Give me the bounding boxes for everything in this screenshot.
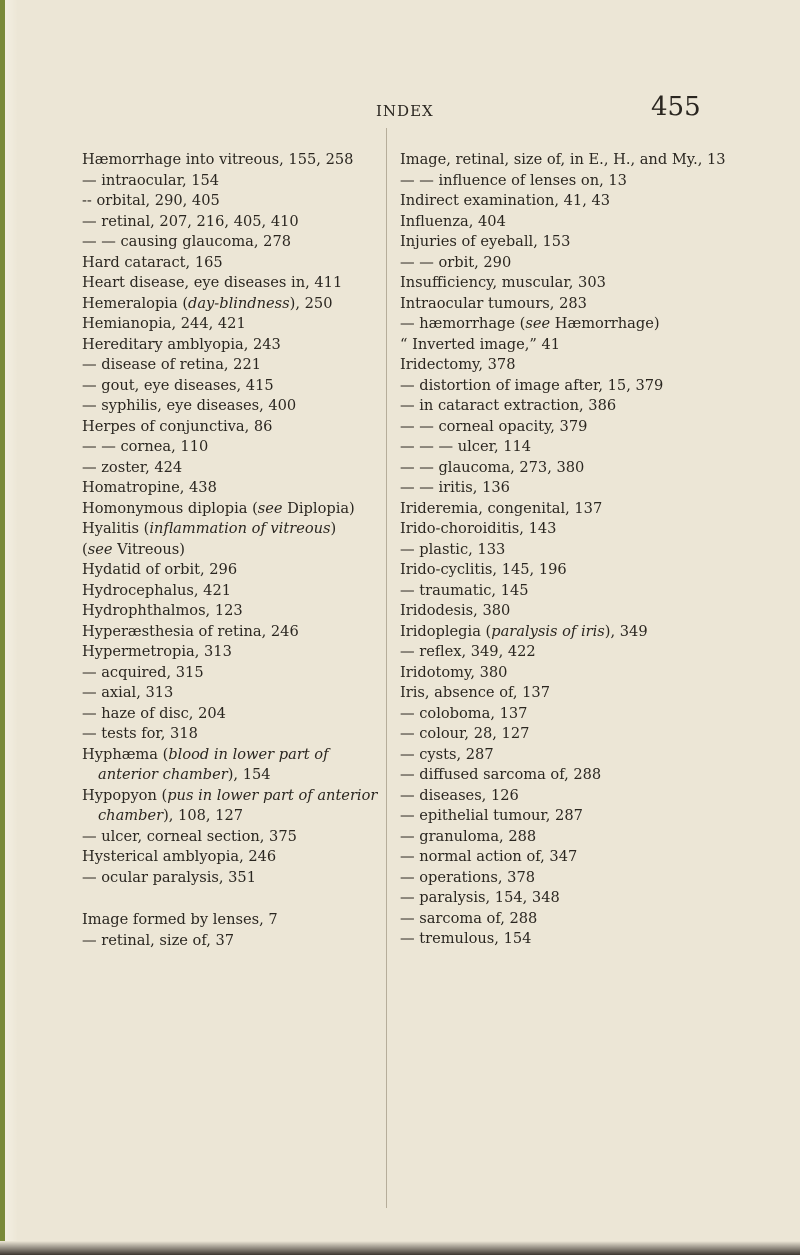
index-entry: — distortion of image after, 15, 379 [400,376,664,394]
index-entry: — ulcer, corneal section, 375 [82,827,297,845]
index-entry: Iridotomy, 380 [400,663,508,681]
index-entry: Hereditary amblyopia, 243 [82,335,281,353]
index-entry: Hyphæma (blood in lower part of anterior chamber), 154 [82,745,329,783]
index-entry: Hydrocephalus, 421 [82,581,232,599]
index-entry: — tremulous, 154 [400,930,532,947]
index-entry: — — causing glaucoma, 278 [82,233,292,250]
index-entry: — epithelial tumour, 287 [400,807,583,824]
index-entry: Homatropine, 438 [82,479,217,496]
index-entry: — — glaucoma, 273, 380 [400,458,585,476]
index-entry: — coloboma, 137 [400,704,528,722]
index-entry: Iridoplegia (paralysis of iris), 349 [400,622,648,640]
index-entry: Hypermetropia, 313 [82,643,232,660]
index-entry: — sarcoma of, 288 [400,909,538,927]
index-entry: — axial, 313 [82,684,174,701]
index-entry: Influenza, 404 [400,212,506,230]
index-entry: — — cornea, 110 [82,438,209,455]
index-entry: Irido-cyclitis, 145, 196 [400,561,567,578]
index-entry: Irido-choroiditis, 143 [400,520,557,537]
index-entry: — paralysis, 154, 348 [400,889,560,906]
index-entry: Intraocular tumours, 283 [400,294,587,312]
index-entry: Hypopyon (pus in lower part of anterior chamber), 108, 127 [82,786,378,824]
index-entry: — — orbit, 290 [400,253,512,271]
index-entry: Hemeralopia (day-blindness), 250 [82,294,333,312]
index-entry: Hæmorrhage into vitreous, 155, 258 [82,151,354,168]
index-entry: Iris, absence of, 137 [400,684,550,701]
index-entry: — zoster, 424 [82,458,183,476]
index-entry: — in cataract extraction, 386 [400,397,617,414]
index-entry: — diseases, 126 [400,786,519,804]
running-title: INDEX [376,102,434,120]
index-entry: Herpes of conjunctiva, 86 [82,417,273,435]
index-entry: Indirect examination, 41, 43 [400,192,611,209]
index-entry: — granuloma, 288 [400,827,537,845]
index-entry: — diffused sarcoma of, 288 [400,766,602,783]
index-entry: — — corneal opacity, 379 [400,417,588,435]
page-bottom-shadow [0,1241,800,1255]
index-entry: Hydatid of orbit, 296 [82,561,238,578]
index-entry: Insufficiency, muscular, 303 [400,274,606,291]
index-column-left [82,150,382,951]
index-entry: Homonymous diplopia (see Diplopia) [82,499,355,517]
index-entry: Irideremia, congenital, 137 [400,499,603,517]
index-entry: — retinal, size of, 37 [82,931,235,949]
index-entry: — tests for, 318 [82,725,198,742]
index-entry: — disease of retina, 221 [82,356,262,373]
index-entry: — operations, 378 [400,868,536,886]
index-column-right [400,150,750,950]
index-entry: — plastic, 133 [400,540,506,558]
index-entry: Image formed by lenses, 7 [82,911,278,928]
column-divider [386,128,387,1208]
page-number: 455 [651,92,701,122]
index-entry: — cysts, 287 [400,745,494,763]
index-entry: — syphilis, eye diseases, 400 [82,397,297,414]
index-entry: Iridectomy, 378 [400,356,516,373]
index-entry: — hæmorrhage (see Hæmorrhage) [400,315,660,332]
index-entry: -- orbital, 290, 405 [82,192,220,209]
index-entry: — — influence of lenses on, 13 [400,171,627,189]
index-entry: — normal action of, 347 [400,848,578,865]
index-entry: Hyalitis (inflammation of vitreous) [82,520,337,537]
index-entry: — reflex, 349, 422 [400,643,536,660]
index-entry: — colour, 28, 127 [400,725,530,742]
index-entry: — intraocular, 154 [82,171,220,189]
index-entry: Hyperæsthesia of retina, 246 [82,622,299,640]
index-entry: Hysterical amblyopia, 246 [82,848,277,865]
index-entry: Injuries of eyeball, 153 [400,233,571,250]
index-entry: — retinal, 207, 216, 405, 410 [82,212,299,230]
page-header [0,92,800,132]
index-entry: Heart disease, eye diseases in, 411 [82,274,343,291]
binding-edge [0,0,5,1255]
index-entry: — haze of disc, 204 [82,704,226,722]
index-entry: Hydrophthalmos, 123 [82,602,243,619]
index-entry: — traumatic, 145 [400,581,529,599]
index-entry: (see Vitreous) [82,540,185,558]
index-entry: — ocular paralysis, 351 [82,868,256,886]
index-entry: Hemianopia, 244, 421 [82,315,246,332]
index-entry: — acquired, 315 [82,663,204,681]
index-entry: — — — ulcer, 114 [400,438,532,455]
index-entry: — gout, eye diseases, 415 [82,376,274,394]
index-entry: “ Inverted image,” 41 [400,335,561,353]
index-entry: Image, retinal, size of, in E., H., and My., 13 [400,151,726,168]
index-entry: Hard cataract, 165 [82,253,223,271]
index-entry: — — iritis, 136 [400,479,510,496]
index-entry: Iridodesis, 380 [400,602,511,619]
